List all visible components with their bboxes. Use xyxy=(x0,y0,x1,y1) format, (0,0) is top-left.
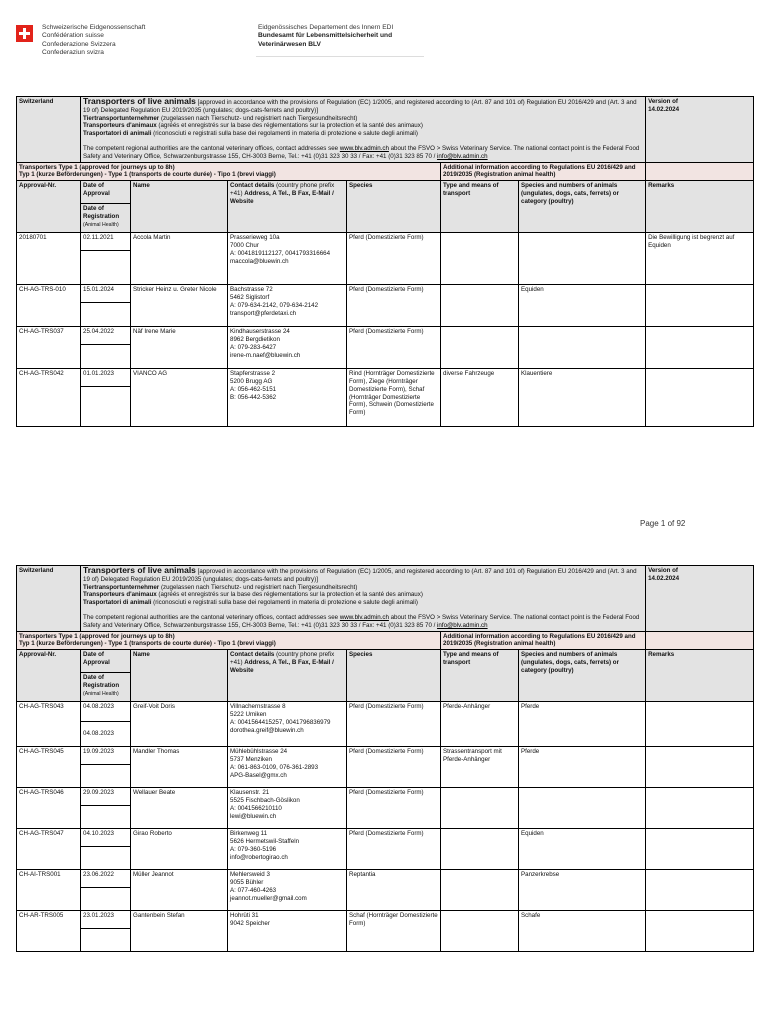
empty-cell xyxy=(646,162,754,181)
cell-transport: diverse Fahrzeuge xyxy=(441,369,519,427)
competent-text-2: about the FSVO > Swiss Veterinary Service. The national contact point is the Federal Food Safety and Veterinary Office, Schwarzenburgstrasse 155, CH-3003 Berne, Tel.: +41 (0)31 323 30 33 / Fax: +41 (0)31 323 85 70 / xyxy=(83,613,640,629)
cell-registration xyxy=(81,888,131,911)
table-row xyxy=(17,911,754,929)
cell-contact: Stapferstrasse 2 5200 Brugg AG A: 056-462-5151 B: 056-442-5362 xyxy=(228,369,347,427)
cell-numbers: Klauentiere xyxy=(519,369,646,427)
col-contact-2: (country phone prefix +41) xyxy=(230,651,335,666)
col-contact-3: Address, A Tel., B Fax, E-Mail / Website xyxy=(230,658,334,674)
col-transport: Type and means of transport xyxy=(441,181,519,233)
cell-approval-nr: CH-AG-TRS043 xyxy=(17,702,81,747)
confed-rm: Confederaziun svizra xyxy=(42,48,104,56)
col-transport: Type and means of transport xyxy=(441,650,519,702)
col-remarks: Remarks xyxy=(646,181,754,233)
type-heading-row xyxy=(17,162,754,181)
cell-date: 19.09.2023 xyxy=(81,747,131,765)
it-rest: (riconosciuti e registrati sulla base dei regolamenti in materia di protezione e salute degli animali) xyxy=(151,130,418,138)
cell-date: 25.04.2022 xyxy=(81,327,131,345)
cell-date: 23.01.2023 xyxy=(81,911,131,929)
table-row xyxy=(17,747,754,765)
de-label: Tiertransportunternehmer xyxy=(83,583,160,591)
col-date-approval: Date of Approval xyxy=(81,650,131,673)
col-contact xyxy=(228,650,347,702)
cell-approval-nr: CH-AG-TRS-010 xyxy=(17,285,81,327)
cell-remarks xyxy=(646,911,754,952)
col-contact-1: Contact details xyxy=(230,651,275,659)
table-row xyxy=(17,327,754,345)
type-heading-2: Typ 1 (kurze Beförderungen) - Type 1 (transports de courte durée) - Tipo 1 (brevi viaggi) xyxy=(19,171,276,179)
cell-contact: Mehlersweid 3 9055 Bühler A: 077-460-4263 jeannot.mueller@gmail.com xyxy=(228,870,347,911)
col-name: Name xyxy=(131,650,228,702)
cell-name: Accola Martin xyxy=(131,233,228,285)
col-date-registration xyxy=(81,204,131,233)
competent-text-2: about the FSVO > Swiss Veterinary Service. The national contact point is the Federal Food Safety and Veterinary Office, Schwarzenburgstrasse 155, CH-3003 Berne, Tel.: +41 (0)31 323 30 33 / Fax: +41 (0)31 323 85 70 / xyxy=(83,144,640,160)
cell-transport xyxy=(441,327,519,369)
cell-numbers xyxy=(519,327,646,369)
cell-species: Pferd (Domestizierte Form) xyxy=(347,829,441,870)
cell-species: Pferd (Domestizierte Form) xyxy=(347,285,441,327)
title-row xyxy=(17,97,754,163)
col-name: Name xyxy=(131,181,228,233)
cell-transport xyxy=(441,829,519,870)
cell-transport xyxy=(441,870,519,911)
cell-date: 04.08.2023 xyxy=(81,702,131,722)
type-heading-1: Transporters Type 1 (approved for journeys up to 8h) xyxy=(19,163,175,171)
cell-date: 15.01.2024 xyxy=(81,285,131,303)
doc-title: Transporters of live animals xyxy=(83,96,196,106)
col-remarks: Remarks xyxy=(646,650,754,702)
cell-contact: Prasserieweg 10a 7000 Chur A: 0041819112127, 0041793316664 maccola@bluewin.ch xyxy=(228,233,347,285)
cell-date: 02.11.2021 xyxy=(81,233,131,251)
cell-contact: Birkenweg 11 5626 Hermetswil-Staffeln A: 079-360-5196 info@robertogirao.ch xyxy=(228,829,347,870)
document-header xyxy=(16,22,416,60)
col-date-registration-sub: (Animal Health) xyxy=(83,690,119,697)
cell-contact: Kindhauserstrasse 24 8962 Bergdietikon A: 079-283-6427 irene-m.naef@bluewin.ch xyxy=(228,327,347,369)
fr-label: Transporteurs d'animaux xyxy=(83,122,157,130)
cell-registration xyxy=(81,251,131,285)
cell-transport xyxy=(441,285,519,327)
confederation-names xyxy=(42,24,145,57)
cell-numbers: Schafe xyxy=(519,911,646,952)
cell-remarks xyxy=(646,788,754,829)
cell-date: 01.01.2023 xyxy=(81,369,131,387)
department-name: Eidgenössisches Departement des Innern EDI xyxy=(258,24,394,31)
header-divider xyxy=(256,56,424,57)
table-row xyxy=(17,233,754,251)
cell-registration xyxy=(81,387,131,427)
confed-it: Confederazione Svizzera xyxy=(42,40,116,48)
blv-link[interactable]: www.blv.admin.ch xyxy=(339,613,389,621)
col-species: Species xyxy=(347,650,441,702)
it-label: Trasportatori di animali xyxy=(83,130,152,138)
cell-name: Müller Jeannot xyxy=(131,870,228,911)
cell-remarks xyxy=(646,702,754,747)
cell-name: Greif-Voit Doris xyxy=(131,702,228,747)
page-number: Page 1 of 92 xyxy=(640,519,686,528)
cell-transport xyxy=(441,911,519,952)
type-heading-cell xyxy=(17,162,441,181)
type-heading-cell xyxy=(17,631,441,650)
col-date-registration-sub: (Animal Health) xyxy=(83,221,119,228)
table-row xyxy=(17,788,754,806)
cell-species: Schaf (Hornträger Domestizierte Form) xyxy=(347,911,441,952)
type-heading-row xyxy=(17,631,754,650)
fr-label: Transporteurs d'animaux xyxy=(83,591,157,599)
cell-transport xyxy=(441,788,519,829)
cell-remarks xyxy=(646,870,754,911)
country-cell: Switzerland xyxy=(17,97,81,163)
col-contact-1: Contact details xyxy=(230,182,275,190)
office-name: Bundesamt für Lebensmittelsicherheit und Veterinärwesen BLV xyxy=(258,32,393,48)
cell-transport: Strassentransport mit Pferde-Anhänger xyxy=(441,747,519,788)
cell-remarks xyxy=(646,327,754,369)
cell-transport xyxy=(441,233,519,285)
col-date-registration xyxy=(81,673,131,702)
transporters-table-page-1 xyxy=(16,96,754,427)
title-cell xyxy=(81,97,646,163)
cell-remarks: Die Bewilligung ist begrenzt auf Equiden xyxy=(646,233,754,285)
cell-numbers: Equiden xyxy=(519,829,646,870)
country-cell: Switzerland xyxy=(17,566,81,632)
col-contact-2: (country phone prefix +41) xyxy=(230,182,335,197)
cell-date: 04.10.2023 xyxy=(81,829,131,847)
cell-numbers xyxy=(519,788,646,829)
col-date-approval: Date of Approval xyxy=(81,181,131,204)
cell-registration xyxy=(81,806,131,829)
cell-approval-nr: CH-AG-TRS037 xyxy=(17,327,81,369)
col-approval-nr: Approval-Nr. xyxy=(17,181,81,233)
cell-date: 29.09.2023 xyxy=(81,788,131,806)
fr-rest: (agréés et enregistrés sur la base des réglementations sur la protection et la santé des animaux) xyxy=(156,591,423,599)
cell-registration xyxy=(81,929,131,952)
it-label: Trasportatori di animali xyxy=(83,599,152,607)
cell-contact: Bachstrasse 72 5462 Siglistorf A: 079-634-2142, 079-634-2142 transport@pferdetaxi.ch xyxy=(228,285,347,327)
blv-link[interactable]: www.blv.admin.ch xyxy=(339,144,389,152)
table-row xyxy=(17,870,754,888)
column-header-row xyxy=(17,181,754,204)
column-header-row xyxy=(17,650,754,673)
swiss-cross-icon xyxy=(16,25,33,42)
cell-name: Stricker Heinz u. Greter Nicole xyxy=(131,285,228,327)
transporters-table-page-2 xyxy=(16,565,754,952)
table-row xyxy=(17,829,754,847)
type-heading-1: Transporters Type 1 (approved for journeys up to 8h) xyxy=(19,632,175,640)
cell-approval-nr: 20180701 xyxy=(17,233,81,285)
de-rest: (zugelassen nach Tierschutz- und registriert nach Tiergesundheitsrecht) xyxy=(159,583,358,591)
cell-remarks xyxy=(646,747,754,788)
cell-numbers: Panzerkrebse xyxy=(519,870,646,911)
cell-species: Rind (Hornträger Domestizierte Form), Ziege (Hornträger Domestizierte Form), Schaf (Hornträger Domestizierte Form), Schwein (Domestizierte Form) xyxy=(347,369,441,427)
cell-contact: Hohrüti 31 9042 Speicher xyxy=(228,911,347,952)
cell-registration xyxy=(81,847,131,870)
version-cell: Version of 14.02.2024 xyxy=(646,566,754,632)
info-email-link[interactable]: info@blv.admin.ch xyxy=(437,621,488,629)
department-block xyxy=(258,24,418,49)
cell-contact: Klausenstr. 21 5525 Fischbach-Göslikon A: 0041566210110 lewi@bluewin.ch xyxy=(228,788,347,829)
col-species: Species xyxy=(347,181,441,233)
col-date-registration-label: Date of Registration xyxy=(83,205,120,220)
col-date-registration-label: Date of Registration xyxy=(83,674,120,689)
cell-approval-nr: CH-AG-TRS045 xyxy=(17,747,81,788)
cell-species: Pferd (Domestizierte Form) xyxy=(347,788,441,829)
cell-name: Wellauer Beate xyxy=(131,788,228,829)
cell-species: Reptantia xyxy=(347,870,441,911)
cell-approval-nr: CH-AG-TRS047 xyxy=(17,829,81,870)
cell-approval-nr: CH-AG-TRS046 xyxy=(17,788,81,829)
confed-de: Schweizerische Eidgenossenschaft xyxy=(42,24,146,31)
competent-text: The competent regional authorities are the cantonal veterinary offices, contact addresses see xyxy=(83,613,340,621)
title-row xyxy=(17,566,754,632)
cell-species: Pferd (Domestizierte Form) xyxy=(347,747,441,788)
info-email-link[interactable]: info@blv.admin.ch xyxy=(437,152,488,160)
cell-remarks xyxy=(646,829,754,870)
de-label: Tiertransportunternehmer xyxy=(83,114,160,122)
cell-contact: Villnachernstrasse 8 5222 Umiken A: 0041564415257, 0041796836979 dorothea.greif@bluewin.ch xyxy=(228,702,347,747)
cell-date: 23.06.2022 xyxy=(81,870,131,888)
table-row xyxy=(17,369,754,387)
empty-cell xyxy=(646,631,754,650)
cell-species: Pferd (Domestizierte Form) xyxy=(347,702,441,747)
cell-remarks xyxy=(646,369,754,427)
cell-name: Mandler Thomas xyxy=(131,747,228,788)
de-rest: (zugelassen nach Tierschutz- und registriert nach Tiergesundheitsrecht) xyxy=(159,114,358,122)
col-contact-3: Address, A Tel., B Fax, E-Mail / Website xyxy=(230,189,334,205)
additional-info-cell: Additional information according to Regulations EU 2016/429 and 2019/2035 (Registration animal health) xyxy=(441,631,646,650)
cell-registration xyxy=(81,765,131,788)
doc-title: Transporters of live animals xyxy=(83,565,196,575)
cell-contact: Mühlebühlstrasse 24 5737 Menziken A: 061-863-0109, 076-361-2893 APG-Basel@gmx.ch xyxy=(228,747,347,788)
cell-numbers: Equiden xyxy=(519,285,646,327)
col-contact xyxy=(228,181,347,233)
fr-rest: (agréés et enregistrés sur la base des réglementations sur la protection et la santé des animaux) xyxy=(156,122,423,130)
version-cell: Version of 14.02.2024 xyxy=(646,97,754,163)
cell-numbers: Pferde xyxy=(519,702,646,747)
col-species-numbers: Species and numbers of animals (ungulates, dogs, cats, ferrets) or category (poultry) xyxy=(519,650,646,702)
additional-info-cell: Additional information according to Regulations EU 2016/429 and 2019/2035 (Registration animal health) xyxy=(441,162,646,181)
doc-title-rest: [approved in accordance with the provisions of Regulation (EC) 1/2005, and registered according to (Art. 87 and 101 of) Regulation EU 2016/429 and (Art. 3 and 19 of) Delegated Regulation EU 2019/2035 (ungulates; dogs-cats-ferrets and poultry)] xyxy=(83,568,637,583)
col-species-numbers: Species and numbers of animals (ungulates, dogs, cats, ferrets) or category (poultry) xyxy=(519,181,646,233)
cell-numbers: Pferde xyxy=(519,747,646,788)
cell-registration: 04.08.2023 xyxy=(81,722,131,747)
cell-name: Näf Irene Marie xyxy=(131,327,228,369)
cell-name: VIANCO AG xyxy=(131,369,228,427)
cell-numbers xyxy=(519,233,646,285)
cell-approval-nr: CH-AG-TRS042 xyxy=(17,369,81,427)
confed-fr: Confédération suisse xyxy=(42,32,104,40)
col-approval-nr: Approval-Nr. xyxy=(17,650,81,702)
it-rest: (riconosciuti e registrati sulla base dei regolamenti in materia di protezione e salute degli animali) xyxy=(151,599,418,607)
cell-registration xyxy=(81,303,131,327)
cell-approval-nr: CH-AR-TRS005 xyxy=(17,911,81,952)
cell-species: Pferd (Domestizierte Form) xyxy=(347,233,441,285)
cell-remarks xyxy=(646,285,754,327)
cell-name: Girao Roberto xyxy=(131,829,228,870)
cell-registration xyxy=(81,345,131,369)
cell-approval-nr: CH-AI-TRS001 xyxy=(17,870,81,911)
title-cell xyxy=(81,566,646,632)
competent-text: The competent regional authorities are the cantonal veterinary offices, contact addresses see xyxy=(83,144,340,152)
type-heading-2: Typ 1 (kurze Beförderungen) - Type 1 (transports de courte durée) - Tipo 1 (brevi viaggi) xyxy=(19,640,276,648)
table-row xyxy=(17,702,754,722)
table-row xyxy=(17,285,754,303)
cell-transport: Pferde-Anhänger xyxy=(441,702,519,747)
cell-species: Pferd (Domestizierte Form) xyxy=(347,327,441,369)
doc-title-rest: [approved in accordance with the provisions of Regulation (EC) 1/2005, and registered according to (Art. 87 and 101 of) Regulation EU 2016/429 and (Art. 3 and 19 of) Delegated Regulation EU 2019/2035 (ungulates; dogs-cats-ferrets and poultry)] xyxy=(83,99,637,114)
cell-name: Gantenbein Stefan xyxy=(131,911,228,952)
